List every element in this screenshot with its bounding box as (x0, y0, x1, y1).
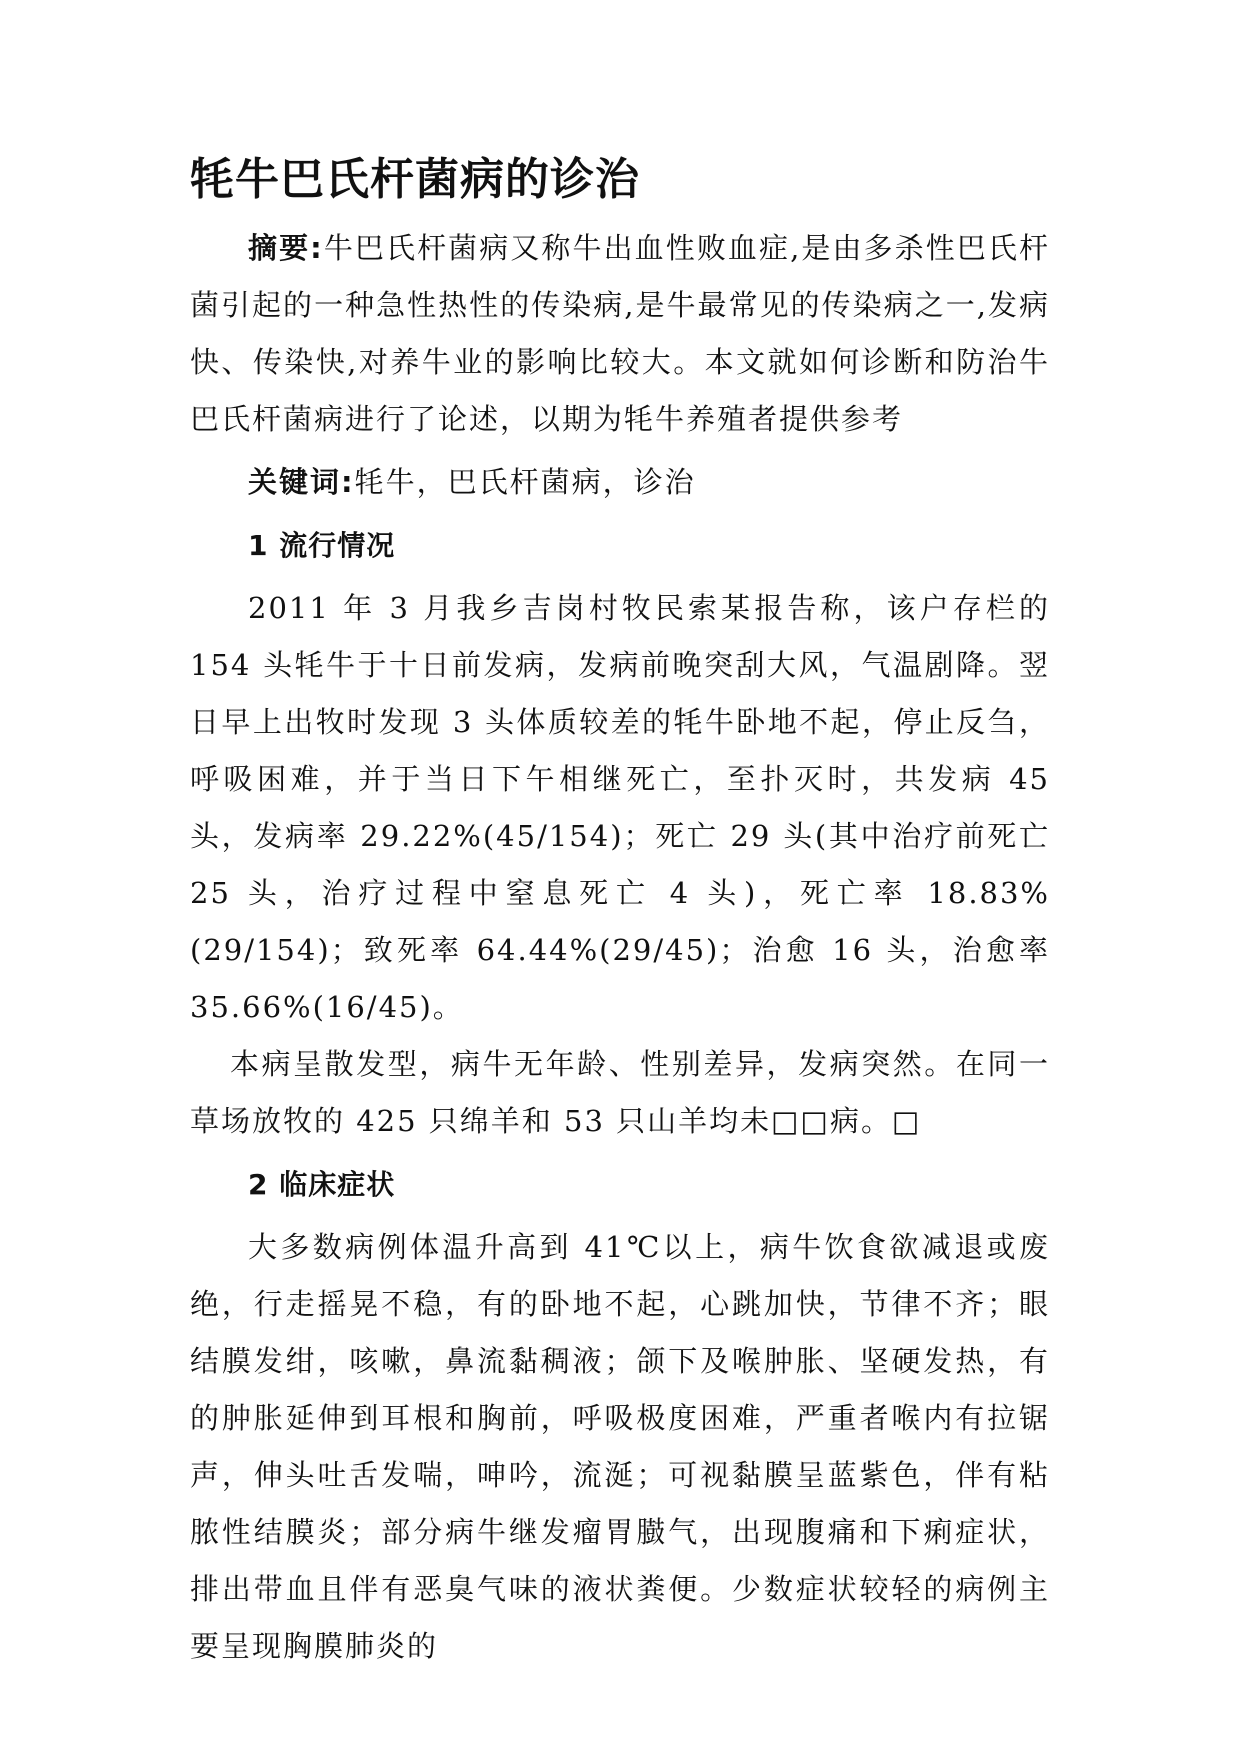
section-1-paragraph-2 (190, 1036, 1050, 1150)
section-1-paragraph-2-main: 本病呈散发型，病牛无年龄、性别差异，发病突然。在同一草场放牧的 425 只绵羊和 53 (190, 1047, 1050, 1138)
section-2-heading: 2 临床症状 (248, 1168, 396, 1201)
keywords-text: 牦牛，巴氏杆菌病，诊治 (354, 465, 696, 499)
section-1-heading: 1 流行情况 (248, 529, 396, 562)
document-page (190, 150, 1050, 1675)
document-title: 牦牛巴氏杆菌病的诊治 (190, 154, 640, 205)
abstract-paragraph (190, 220, 1050, 448)
section-2-paragraph-1: 大多数病例体温升高到 41℃以上，病牛饮食欲减退或废绝，行走摇晃不稳，有的卧地不起，心跳加快，节律不齐；眼结膜发绀，咳嗽，鼻流黏稠液；颌下及喉肿胀、坚硬发热，有的肿胀延伸到耳根和胸前，呼吸极度困难，严重者喉内有拉锯声，伸头吐舌发喘，呻吟，流涎；可视黏膜呈蓝紫色，伴有粘脓性结膜炎；部分病牛继发瘤胃臌气，出现腹痛和下痢症状，排出带血且伴有恶臭气味的液状粪便。少数症状较轻的病例主要呈现胸膜肺炎的 (190, 1230, 1050, 1663)
abstract-text: 牛巴氏杆菌病又称牛出血性败血症,是由多杀性巴氏杆菌引起的一种急性热性的传染病,是牛最常见的传染病之一,发病快、传染快,对养牛业的影响比较大。本文就如何诊断和防治牛巴氏杆菌病进行了论述，以期为牦牛养殖者提供参考 (190, 231, 1050, 436)
section-1-paragraph-2-tail: 只山羊均未□□病。□ (616, 1104, 922, 1138)
keywords-paragraph (190, 454, 1050, 511)
abstract-label: 摘要: (248, 231, 324, 265)
keywords-label: 关键词: (248, 465, 355, 499)
section-1-paragraph-1: 2011 年 3 月我乡吉岗村牧民索某报告称，该户存栏的 154 头牦牛于十日前发病，发病前晚突刮大风，气温剧降。翌日早上出牧时发现 3 头体质较差的牦牛卧地不起，停止反刍，呼吸困难，并于当日下午相继死亡，至扑灭时，共发病 45 头，发病率 29.22%(45/154)；死亡 29 头(其中治疗前死亡 25 头，治疗过程中窒息死亡 4 头)，死亡率 18.83%(29/154)；致死率 64.44%(29/45)；治愈 16 头，治愈率 35.66%(16/45)。 (190, 591, 1050, 1024)
